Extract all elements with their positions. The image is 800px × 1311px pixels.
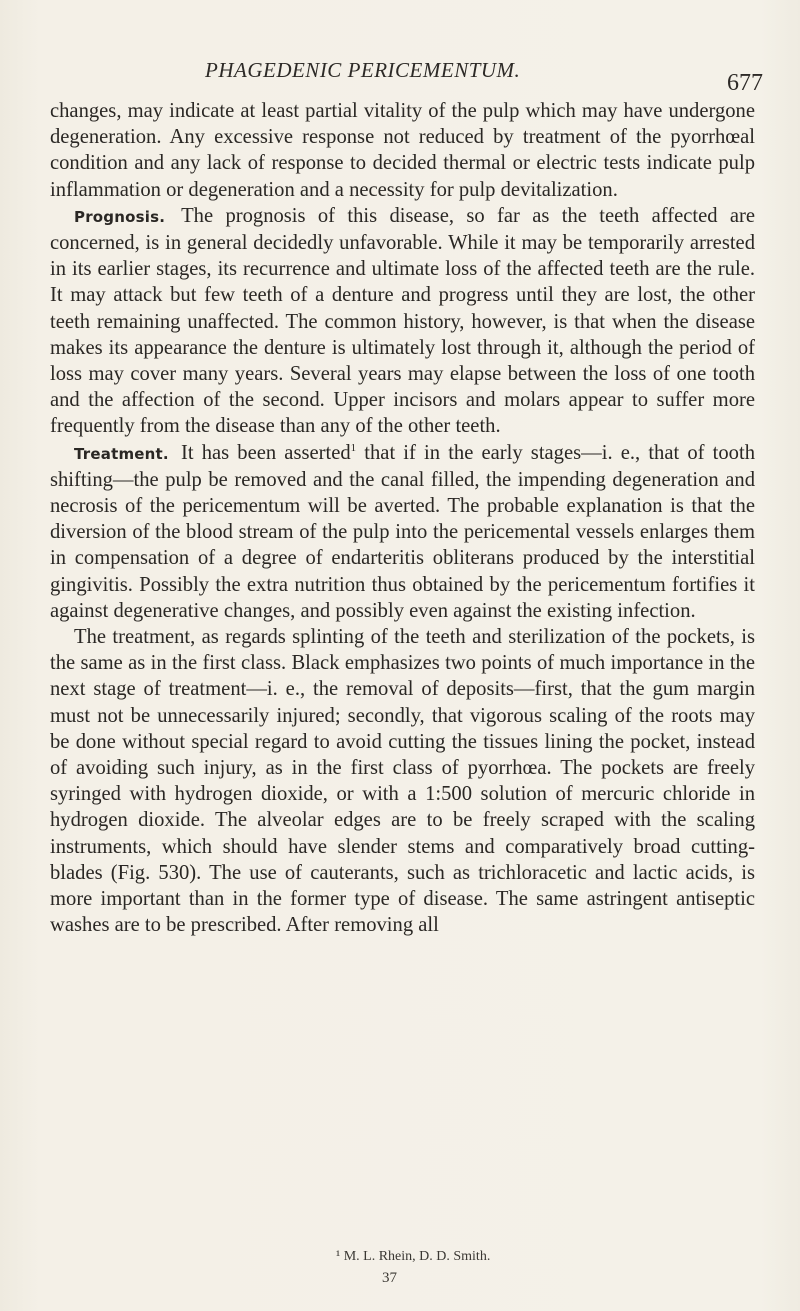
treatment-text-rest: that if in the early stages—i. e., that of tooth shifting—the pulp be removed and the canal filled, the impending degeneration and necrosis of the pericementum will be averted. The probable explanation is that the diversion of the blood stream of the pulp into the pericemental vessels enlarges them in compensation of a degree of endarteritis obliterans produced by the interstitial gingivitis. Possibly the extra nutrition thus obtained by the pericementum fortifies it against degenerative changes, and possibly even against the existing infection. xyxy=(50,441,755,622)
paragraph-pulp-vitality: changes, may indicate at least partial vitality of the pulp which may have undergone degeneration. Any excessive response not reduced by treatment of the pyorrhœal condition and any lack of response to decided thermal or electric tests indicate pulp inflammation or degeneration and a necessity for pulp devitalization. xyxy=(50,100,755,201)
footnote: ¹ M. L. Rhein, D. D. Smith. xyxy=(336,1249,491,1264)
body-text xyxy=(50,98,755,939)
treatment-text-start: It has been asserted xyxy=(180,441,351,464)
paragraph-prognosis xyxy=(50,203,755,440)
page-number: 677 xyxy=(727,70,763,96)
section-heading-treatment: Treatment. xyxy=(74,444,169,463)
footnote-marker: 1 xyxy=(350,441,357,454)
running-title: PHAGEDENIC PERICEMENTUM. xyxy=(205,58,521,82)
paragraph-treatment xyxy=(50,440,755,624)
section-heading-prognosis: Prognosis. xyxy=(74,207,166,226)
signature-mark: 37 xyxy=(382,1270,397,1286)
paragraph-treatment-details: The treatment, as regards splinting of the teeth and sterilization of the pockets, is the same as in the first class. Black emphasizes two points of much importance in the next stage of treatment—i. e., the removal of deposits—first, that the gum margin must not be unnecessarily injured; secondly, that vigorous scaling of the roots may be done without special regard to avoid cutting the tissues lining the pocket, instead of avoiding such injury, as in the first class of pyorrhœa. The pockets are freely syringed with hydrogen dioxide, or with a 1:500 solution of mercuric chloride in hydrogen dioxide. The alveolar edges are to be freely scraped with the scaling instruments, which should have slender stems and comparatively broad cutting-blades (Fig. 530). The use of cauterants, such as trichloracetic and lactic acids, is more important than in the former type of disease. The same astringent antiseptic washes are to be prescribed. After removing all xyxy=(50,626,755,937)
prognosis-text: The prognosis of this disease, so far as the teeth affected are concerned, is in general decidedly unfavorable. While it may be temporarily arrested in its earlier stages, its recurrence and ultimate loss of the affected teeth are the rule. It may attack but few teeth of a denture and progress until they are lost, the other teeth remaining unaffected. The common history, however, is that when the disease makes its appearance the denture is ultimately lost through it, although the period of loss may cover many years. Several years may elapse between the loss of one tooth and the affection of the second. Upper incisors and molars appear to suffer more frequently from the disease than any of the other teeth. xyxy=(50,204,755,438)
page-header xyxy=(0,58,800,98)
